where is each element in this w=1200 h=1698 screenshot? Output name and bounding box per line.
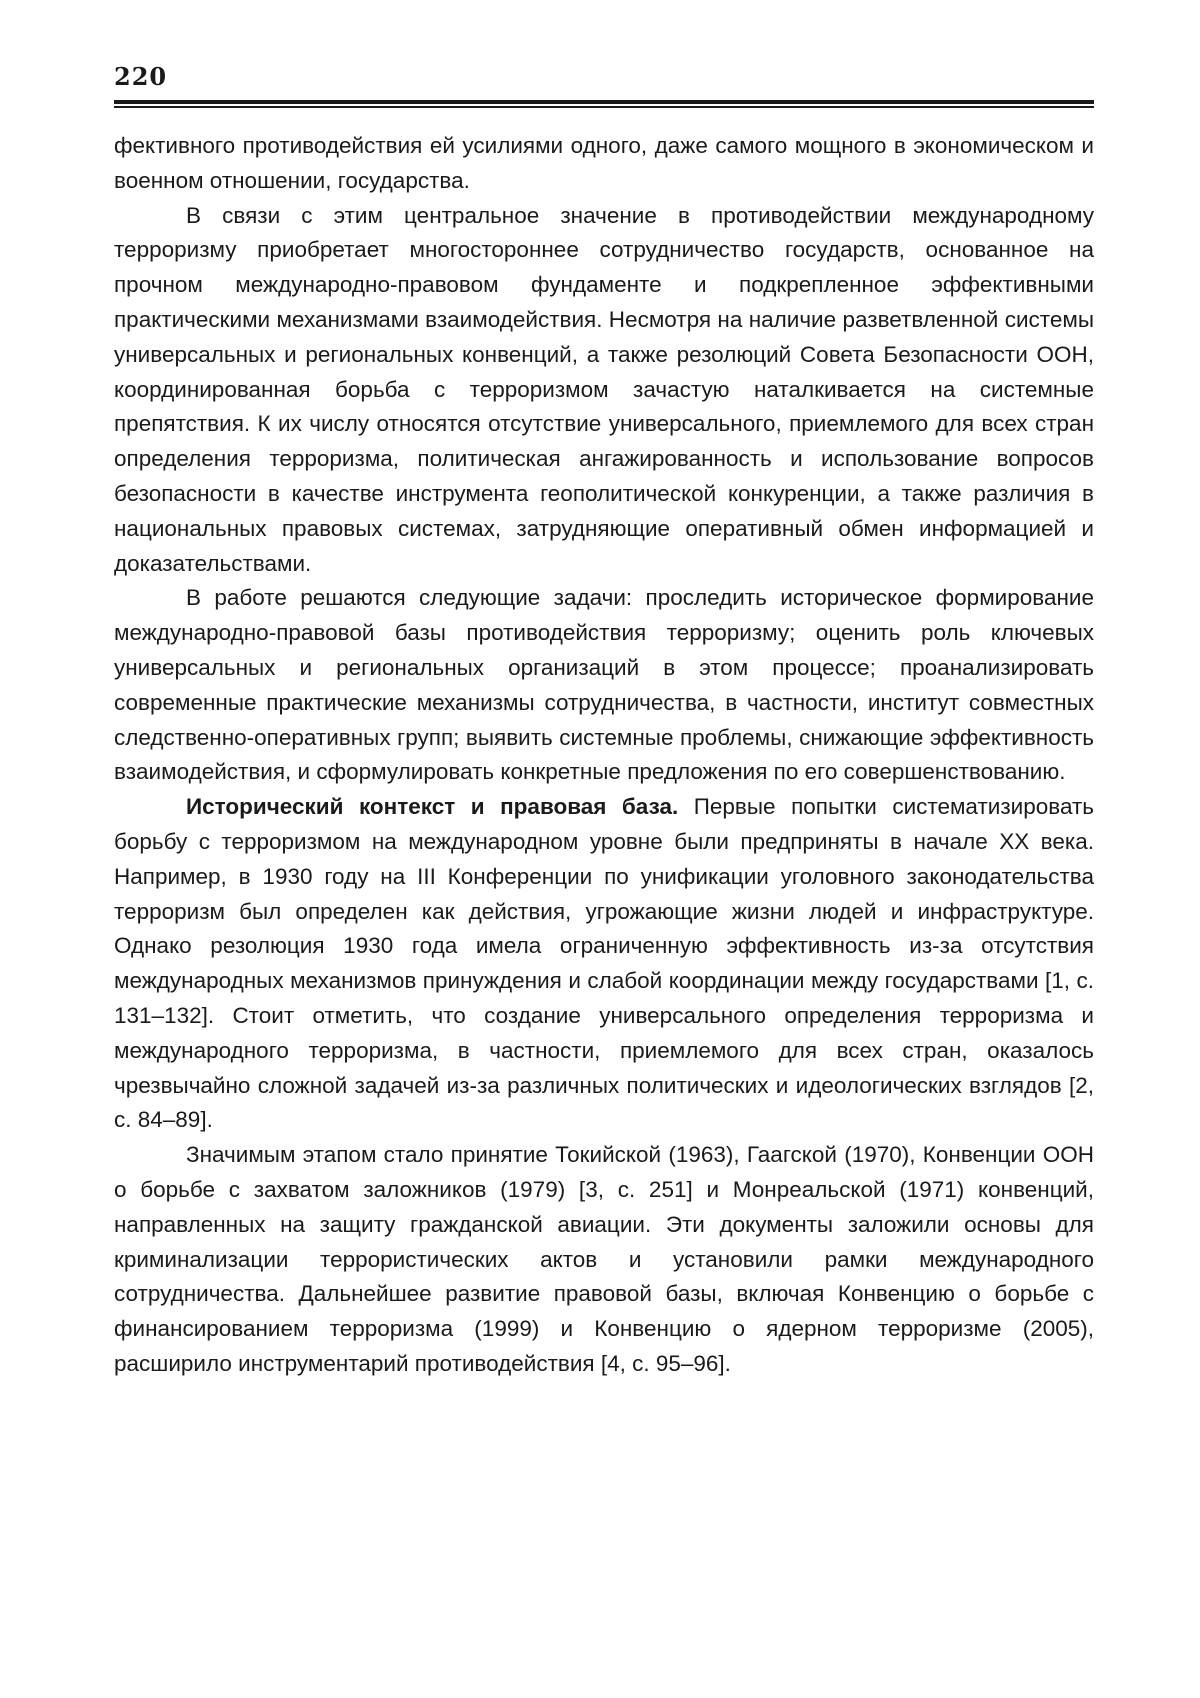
paragraph-continuation: [114, 129, 1094, 199]
paragraph: [114, 199, 1094, 582]
paragraph-text: В работе решаются следующие задачи: проследить историческое формирование международно-правовой базы противодействия терроризму; оценить роль ключевых универсальных и региональных организаций в этом процессе; проанализировать современные практические механизмы сотрудничества, в частности, институт совместных следственно-оперативных групп; выявить системные проблемы, снижающие эффективность взаимодействия, и сформулировать конкретные предложения по его совершенствованию.: [114, 585, 1094, 785]
paragraph: [114, 790, 1094, 1138]
paragraph: [114, 581, 1094, 790]
page: [114, 60, 1094, 1382]
paragraph-text: фективного противодействия ей усилиями одного, даже самого мощного в экономическом и военном отношении, государства.: [114, 133, 1094, 193]
paragraph-text: Значимым этапом стало принятие Токийской (1963), Гаагской (1970), Конвенции ООН о борьбе с захватом заложников (1979) [3, с. 251] и Монреальской (1971) конвенций, направленных на защиту гражданской авиации. Эти документы заложили основы для криминализации террористических актов и установили рамки международного сотрудничества. Дальнейшее развитие правовой базы, включая Конвенцию о борьбе с финансированием терроризма (1999) и Конвенцию о ядерном терроризме (2005), расширило инструментарий противодействия [4, с. 95–96].: [114, 1142, 1094, 1376]
section-heading-inline: Исторический контекст и правовая база.: [186, 794, 679, 820]
page-number: 220: [114, 62, 168, 91]
body-text: [114, 129, 1094, 1382]
paragraph: [114, 1138, 1094, 1382]
paragraph-text: Первые попытки систематизировать борьбу с терроризмом на международном уровне были предприняты в начале XX века. Например, в 1930 году на III Конференции по унификации уголовного законодательства терроризм был определен как действия, угрожающие жизни людей и инфраструктуре. Однако резолюция 1930 года имела ограниченную эффективность из-за отсутствия международных механизмов принуждения и слабой координации между государствами [1, с. 131–132]. Стоит отметить, что создание универсального определения терроризма и международного терроризма, в частности, приемлемого для всех стран, оказалось чрезвычайно сложной задачей из-за различных политических и идеологических взглядов [2, с. 84–89].: [114, 794, 1094, 1133]
paragraph-text: В связи с этим центральное значение в противодействии международному терроризму приобретает многостороннее сотрудничество государств, основанное на прочном международно-правовом фундаменте и подкрепленное эффективными практическими механизмами взаимодействия. Несмотря на наличие разветвленной системы универсальных и региональных конвенций, а также резолюций Совета Безопасности ООН, координированная борьба с терроризмом зачастую наталкивается на системные препятствия. К их числу относятся отсутствие универсального, приемлемого для всех стран определения терроризма, политическая ангажированность и использование вопросов безопасности в качестве инструмента геополитической конкуренции, а также различия в национальных правовых системах, затрудняющие оперативный обмен информацией и доказательствами.: [114, 202, 1094, 576]
header-rule-thin: [114, 106, 1094, 108]
